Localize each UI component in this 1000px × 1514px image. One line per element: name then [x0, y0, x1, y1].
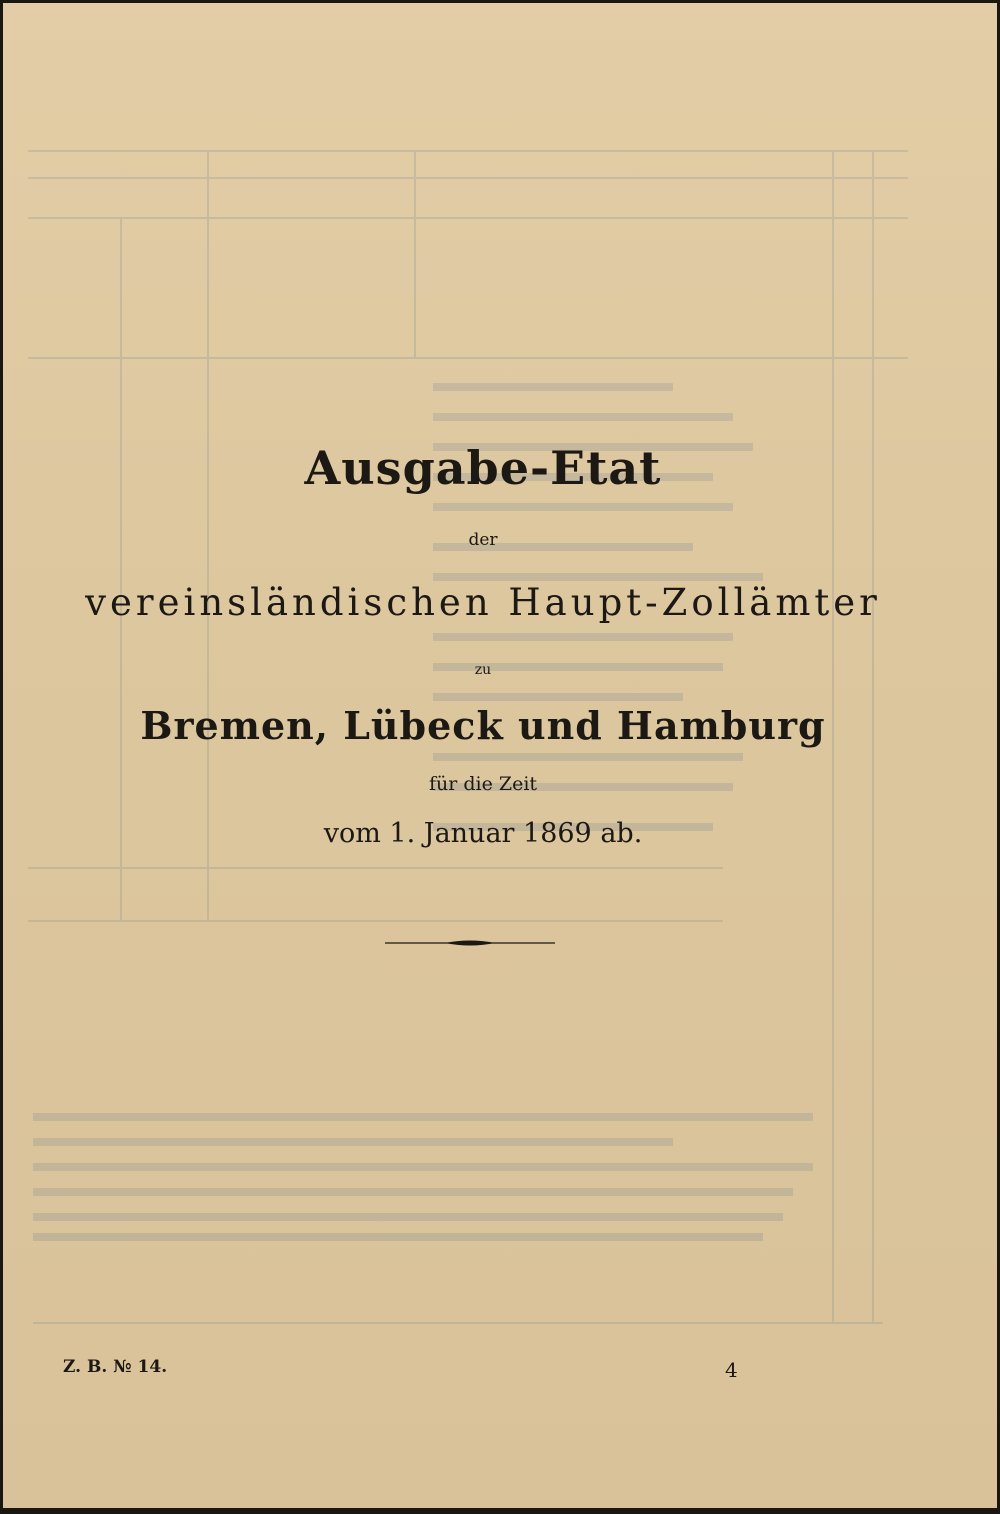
date-line: vom 1. Januar 1869 ab.: [323, 818, 643, 849]
printer-signature: Z. B. № 14.: [63, 1357, 168, 1377]
show-through-table: [3, 3, 997, 1508]
ornamental-rule: [385, 936, 555, 950]
period-label: für die Zeit: [428, 773, 538, 795]
document-page: [3, 3, 997, 1508]
document-subtitle: vereinsländischen Haupt-Zollämter: [85, 581, 881, 624]
cities-heading: Bremen, Lübeck und Hamburg: [140, 703, 826, 748]
page-number: 4: [725, 1358, 738, 1382]
document-title: Ausgabe-Etat: [304, 441, 662, 495]
title-preposition: zu: [474, 662, 492, 678]
title-article: der: [468, 530, 498, 550]
